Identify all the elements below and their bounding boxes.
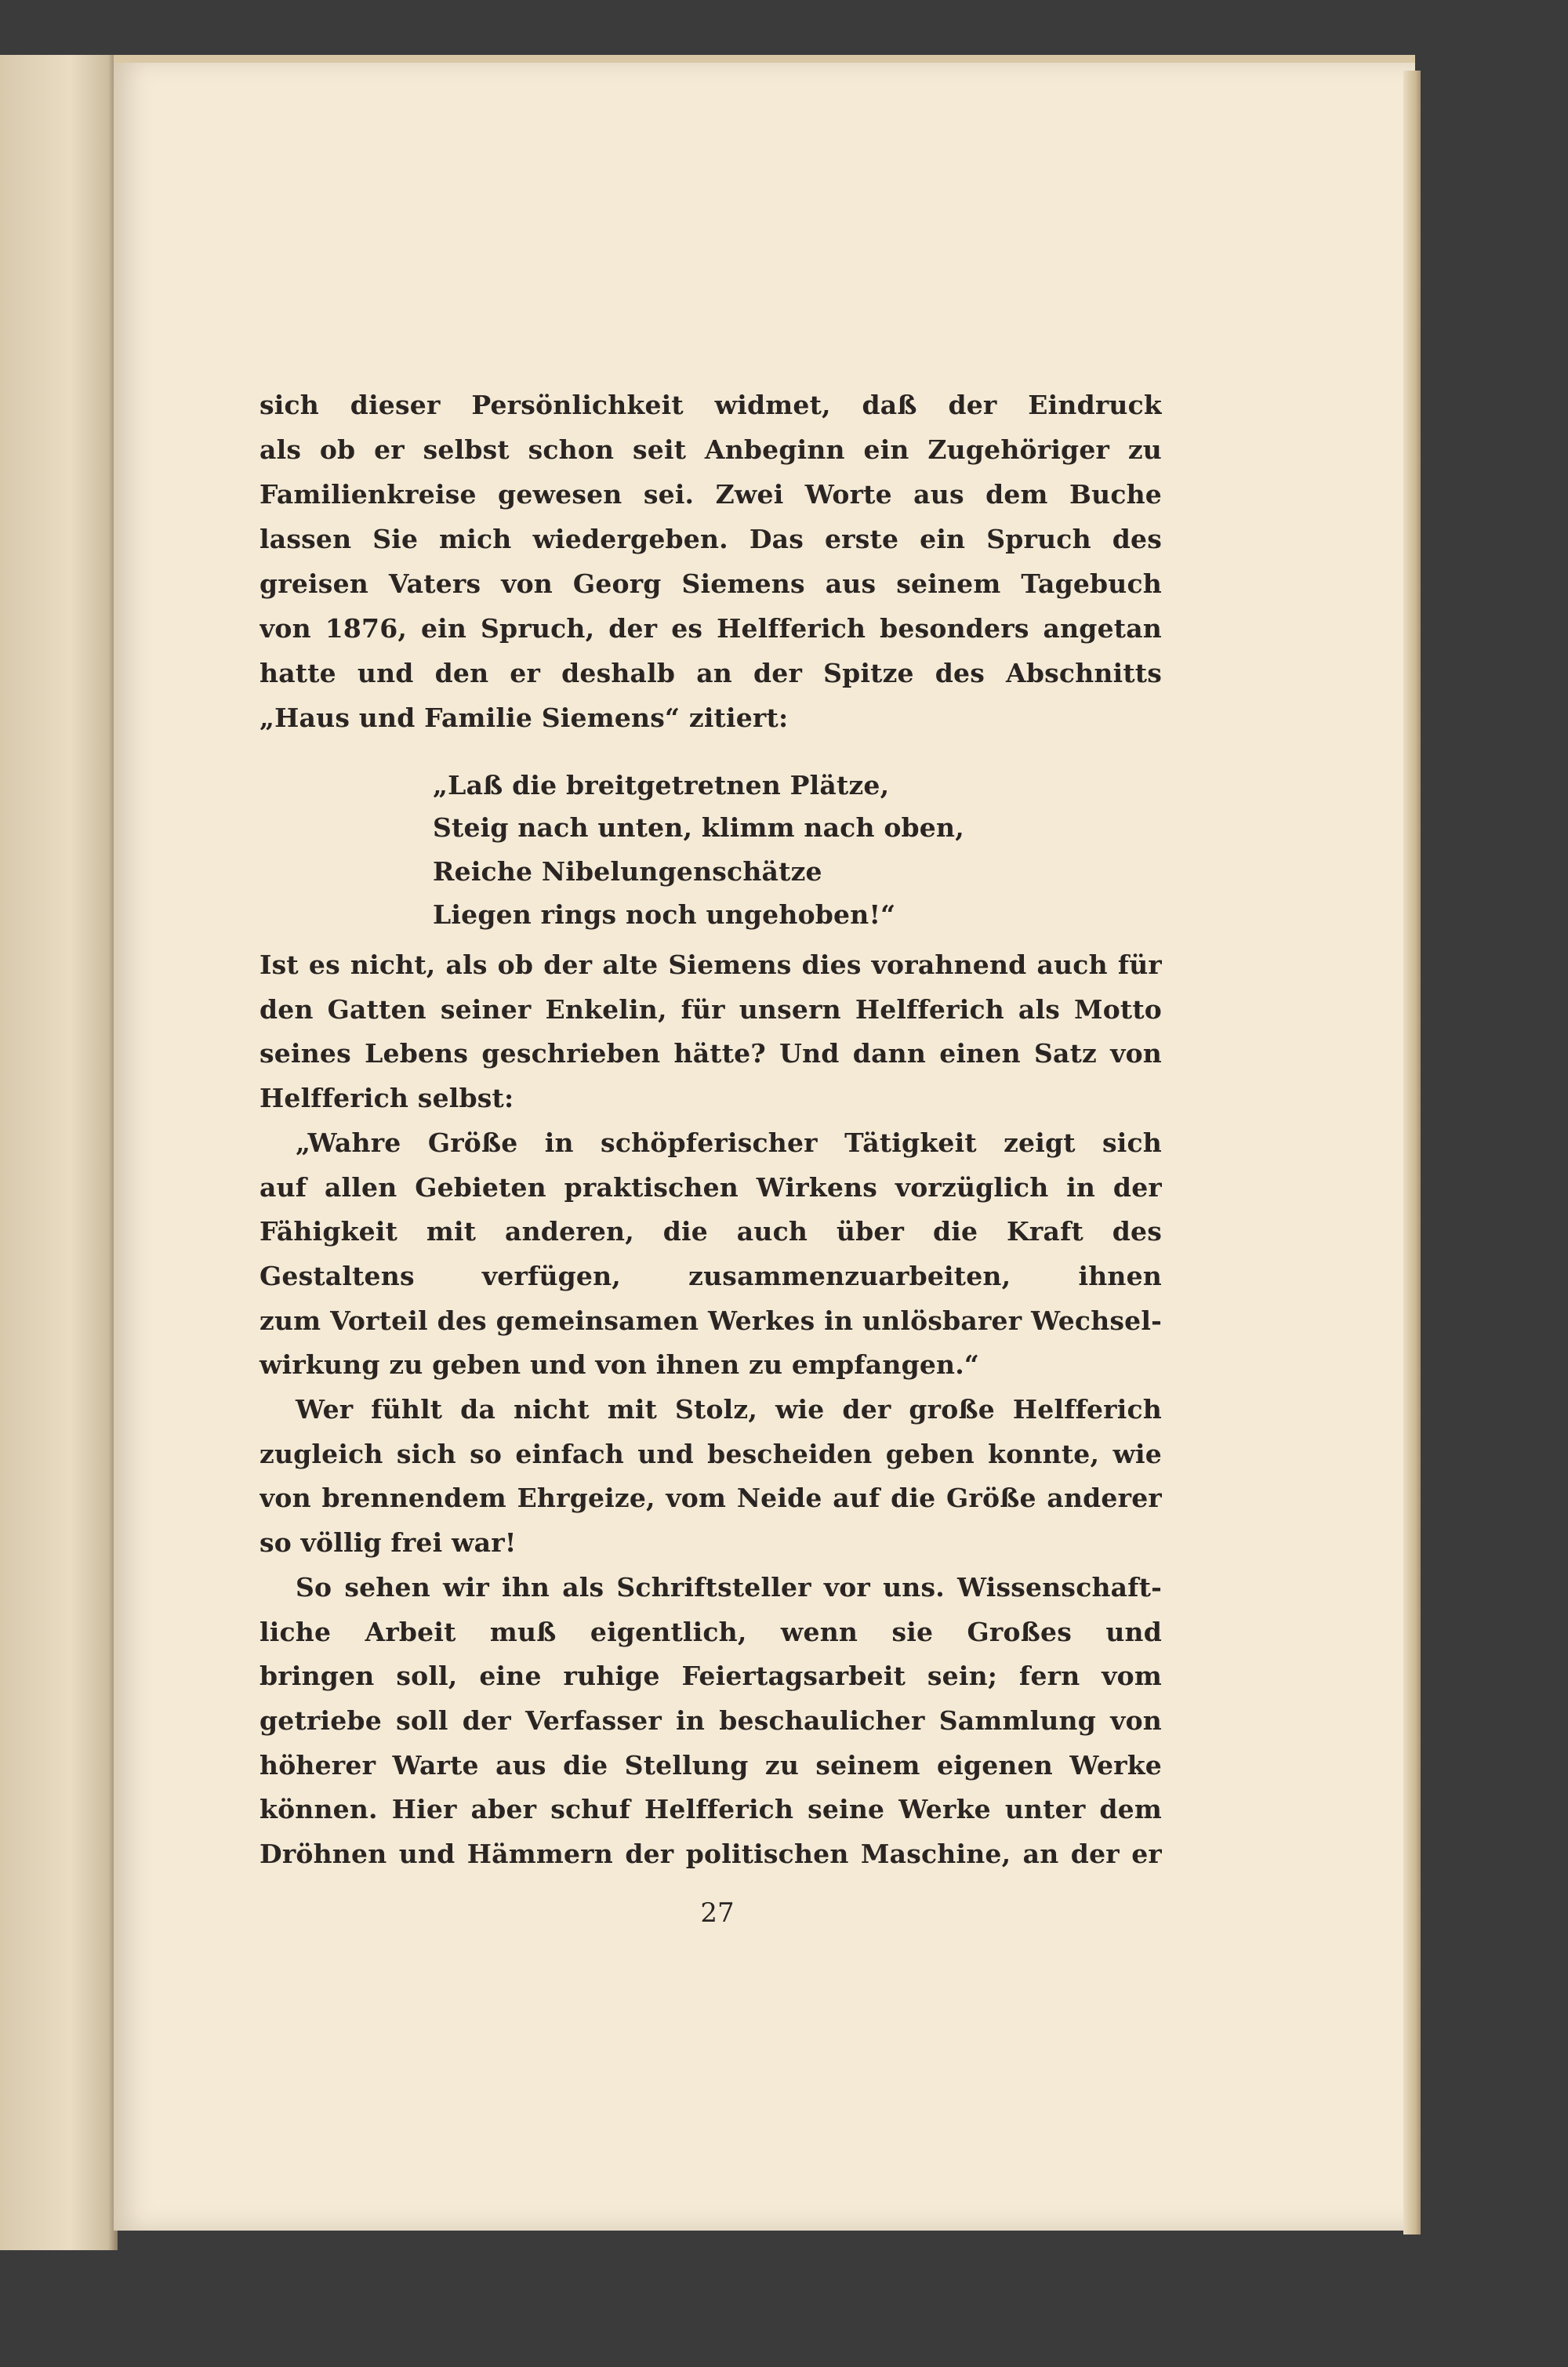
text-line: So sehen wir ihn als Schriftsteller vor uns. Wissenschaft-	[296, 1571, 1162, 1603]
adjacent-page-edge	[0, 55, 118, 2250]
text-line: bringen soll, eine ruhige Feiertagsarbeit sein; fern vom	[260, 1661, 1162, 1692]
text-line: wirkung zu geben und von ihnen zu empfangen.“	[260, 1349, 980, 1381]
text-line: „Wahre Größe in schöpferischer Tätigkeit zeigt sich	[296, 1127, 1162, 1158]
text-line: Gestaltens verfügen, zusammenzuarbeiten, ihnen	[260, 1260, 1162, 1291]
page-right-edge	[1403, 71, 1421, 2234]
verse-line: „Laß die breitgetretnen Plätze,	[433, 770, 890, 800]
text-line: hatte und den er deshalb an der Spitze des Abschnitts	[260, 658, 1162, 688]
text-line: den Gatten seiner Enkelin, für unsern Helfferich als Motto	[260, 993, 1162, 1025]
verse-line: Reiche Nibelungenschätze	[433, 856, 822, 887]
text-line: sich dieser Persönlichkeit widmet, daß der Eindruck	[260, 390, 1162, 420]
text-line: lassen Sie mich wiedergeben. Das erste ein Spruch des	[260, 524, 1162, 554]
text-line: „Haus und Familie Siemens“ zitiert:	[260, 702, 789, 733]
text-line: auf allen Gebieten praktischen Wirkens vorzüglich in der	[260, 1171, 1162, 1203]
text-line: Fähigkeit mit anderen, die auch über die Kraft des	[260, 1216, 1162, 1247]
text-line: von brennendem Ehrgeize, vom Neide auf die Größe anderer	[260, 1483, 1162, 1514]
verse-line: Steig nach unten, klimm nach oben,	[433, 812, 964, 843]
text-line: Dröhnen und Hämmern der politischen Maschine, an der er	[260, 1839, 1162, 1869]
text-line: Familienkreise gewesen sei. Zwei Worte aus dem Buche	[260, 479, 1162, 510]
text-line: Helfferich selbst:	[260, 1083, 514, 1114]
text-line: höherer Warte aus die Stellung zu seinem eigenen Werke	[260, 1749, 1162, 1781]
text-line: Ist es nicht, als ob der alte Siemens dies vorahnend auch für	[260, 949, 1162, 980]
text-line: liche Arbeit muß eigentlich, wenn sie Großes und	[260, 1616, 1162, 1647]
text-line: von 1876, ein Spruch, der es Helfferich besonders angetan	[260, 613, 1162, 644]
text-line: greisen Vaters von Georg Siemens aus seinem Tagebuch	[260, 568, 1162, 599]
verse-line: Liegen rings noch ungehoben!“	[433, 899, 896, 930]
text-line: getriebe soll der Verfasser in beschaulicher Sammlung von	[260, 1704, 1162, 1736]
page-number: 27	[700, 1897, 735, 1929]
text-line: zugleich sich so einfach und bescheiden geben konnte, wie	[260, 1438, 1162, 1469]
text-line: können. Hier aber schuf Helfferich seine Werke unter dem	[260, 1794, 1162, 1825]
text-line: als ob er selbst schon seit Anbeginn ein Zugehöriger zu	[260, 434, 1162, 465]
text-line: so völlig frei war!	[260, 1527, 517, 1559]
text-line: zum Vorteil des gemeinsamen Werkes in unlösbarer Wechsel-	[260, 1305, 1162, 1336]
page-top-edge	[114, 55, 1415, 63]
text-line: seines Lebens geschrieben hätte? Und dann einen Satz von	[260, 1038, 1162, 1069]
text-line: Wer fühlt da nicht mit Stolz, wie der große Helfferich	[296, 1394, 1162, 1425]
